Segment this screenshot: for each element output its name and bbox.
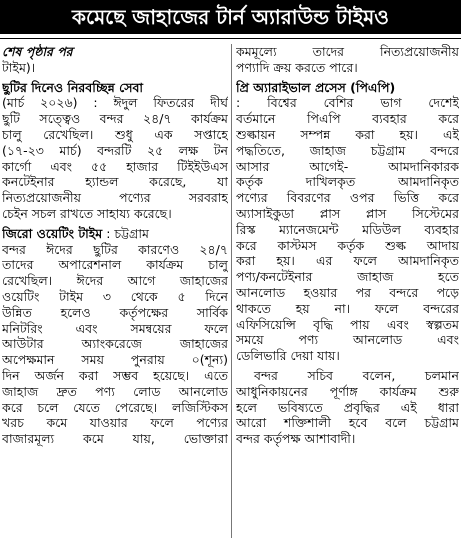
section2-line: আউটার অ্যাংকরেজে জাহাজের xyxy=(2,336,228,352)
section2-line: তাদের অপারেশনাল কার্যক্রম চালু xyxy=(2,257,228,273)
section2-line: বন্দর ঈদের ছুটির কারণেও ২৪/৭ xyxy=(2,241,228,257)
section3-line: : বিশ্বের বেশির ভাগ দেশেই xyxy=(236,95,459,111)
section3-line: পণ্যের বিবরণের ওপর ভিত্তি করে xyxy=(236,190,459,206)
section1-line: চেইন সচল রাখতে সাহায্য করেছে। xyxy=(2,205,172,221)
section3-heading: প্রি অ্যারাইভাল প্রসেস (পিএপি) xyxy=(236,79,396,95)
section1-line: (১৭-২৩ মার্চ) বন্দরটি ২৫ লক্ষ টন xyxy=(2,142,228,158)
closing-line: আধুনিকায়নের পূর্ণাঙ্গ কার্যক্রম শুরু xyxy=(236,383,459,399)
section3-line: আনলোড হওয়ার পর বন্দরে পড়ে xyxy=(236,284,459,300)
continued-text: টাইম)। xyxy=(2,59,36,75)
section2-line: অপেক্ষমান সময় পুনরায় ০(শূন্য) xyxy=(2,352,228,368)
section3-line: শুল্কায়ন সম্পন্ন করা হয়। এই xyxy=(236,126,459,142)
section2-line: রেখেছিল। ঈদের আগে জাহাজের xyxy=(2,273,228,289)
section3-line: সময়ে পণ্য আনলোড এবং xyxy=(236,332,459,348)
closing-line: হলে ভবিষ্যতে প্রবৃদ্ধির এই ধারা xyxy=(236,399,459,415)
section1-line: নিত্যপ্রয়োজনীয় পণ্যের সরবরাহ xyxy=(2,190,228,206)
section2-line: উন্নিত হলেও কর্তৃপক্ষের সার্বিক xyxy=(2,304,228,320)
section3-line: থাকতে হয় না। ফলে বন্দরের xyxy=(236,300,459,316)
right-top-line: কমমূল্যে তাদের নিত্যপ্রয়োজনীয় xyxy=(236,44,459,59)
section2-line: বাজারমূল্য কমে যায়, ভোক্তারা xyxy=(2,431,228,447)
section3-line: বর্তমানে পিএপি ব্যবহার করে xyxy=(236,111,459,127)
right-top-line: পণ্যাদি ক্রয় করতে পারে। xyxy=(236,59,358,75)
headline: কমেছে জাহাজের টার্ন অ্যারাউন্ড টাইমও xyxy=(0,0,461,34)
section3-line: রিস্ক ম্যানেজমেন্ট মডিউল ব্যবহার xyxy=(236,221,459,237)
closing-line: বন্দর কর্তৃপক্ষ আশাবাদী। xyxy=(236,431,356,447)
section3-line: অ্যাসাইকুডা প্লাস প্লাস সিস্টেমের xyxy=(236,205,459,221)
section1-line: (মার্চ ২০২৬) : ঈদুল ফিতরের দীর্ঘ xyxy=(2,95,228,111)
closing-line: বন্দর সচিব বলেন, চলমান xyxy=(254,367,459,383)
section2-line: করে চলে যেতে পেরেছে। লজিস্টিকস xyxy=(2,399,228,415)
section2-line: ওয়েটিং টাইম ৩ থেকে ৫ দিনে xyxy=(2,288,228,304)
section2-line: জাহাজ দ্রুত পণ্য লোড আনলোড xyxy=(2,383,228,399)
left-column xyxy=(2,44,228,540)
section1-line: ছুটি সত্ত্বেও বন্দর ২৪/৭ কার্যক্রম xyxy=(2,111,228,127)
closing-line: আরো শক্তিশালী হবে বলে চট্টগ্রাম xyxy=(236,415,459,431)
column-divider xyxy=(231,44,232,538)
section3-line: ডেলিভারি দেয়া যায়। xyxy=(236,348,340,364)
section2-line: দিন অর্জন করা সম্ভব হয়েছে। এতে xyxy=(2,367,228,383)
headline-rule xyxy=(0,38,461,39)
right-column xyxy=(236,44,459,540)
section2-heading: জিরো ওয়েটিং টাইম xyxy=(2,225,103,241)
section1-line: চালু রেখেছিল। শুধু এক সপ্তাহে xyxy=(2,126,228,142)
section1-line: কার্গো এবং ৫৫ হাজার টিইইউএস xyxy=(2,158,228,174)
section2-first-rest: : চট্টগ্রাম xyxy=(106,225,149,241)
section1-line: কনটেইনার হ্যান্ডল করেছে, যা xyxy=(2,174,228,190)
section3-line: করে কাস্টমস কর্তৃক শুল্ক আদায় xyxy=(236,237,459,253)
section3-line: কর্তৃক দাখিলকৃত আমদানিকৃত xyxy=(236,174,459,190)
continued-from: শেষ পৃষ্ঠার পর xyxy=(2,44,73,59)
section3-line: করা হয়। এর ফলে আমদানিকৃত xyxy=(236,253,459,269)
section3-line: পদ্ধতিতে, জাহাজ চট্টগ্রাম বন্দরে xyxy=(236,142,459,158)
section3-line: আসার আগেই- আমদানিকারক xyxy=(236,158,459,174)
section3-line: এফিসিয়েন্সি বৃদ্ধি পায় এবং স্বল্পতম xyxy=(236,316,459,332)
section2-line: মনিটরিং এবং সমন্বয়ের ফলে xyxy=(2,320,228,336)
section3-line: পণ্য/কনটেইনার জাহাজ হতে xyxy=(236,269,459,285)
section2-first-line xyxy=(2,226,228,242)
section1-heading: ছুটির দিনেও নিরবচ্ছিন্ন সেবা xyxy=(2,79,144,95)
section2-line: খরচ কমে যাওয়ার ফলে পণ্যের xyxy=(2,415,228,431)
